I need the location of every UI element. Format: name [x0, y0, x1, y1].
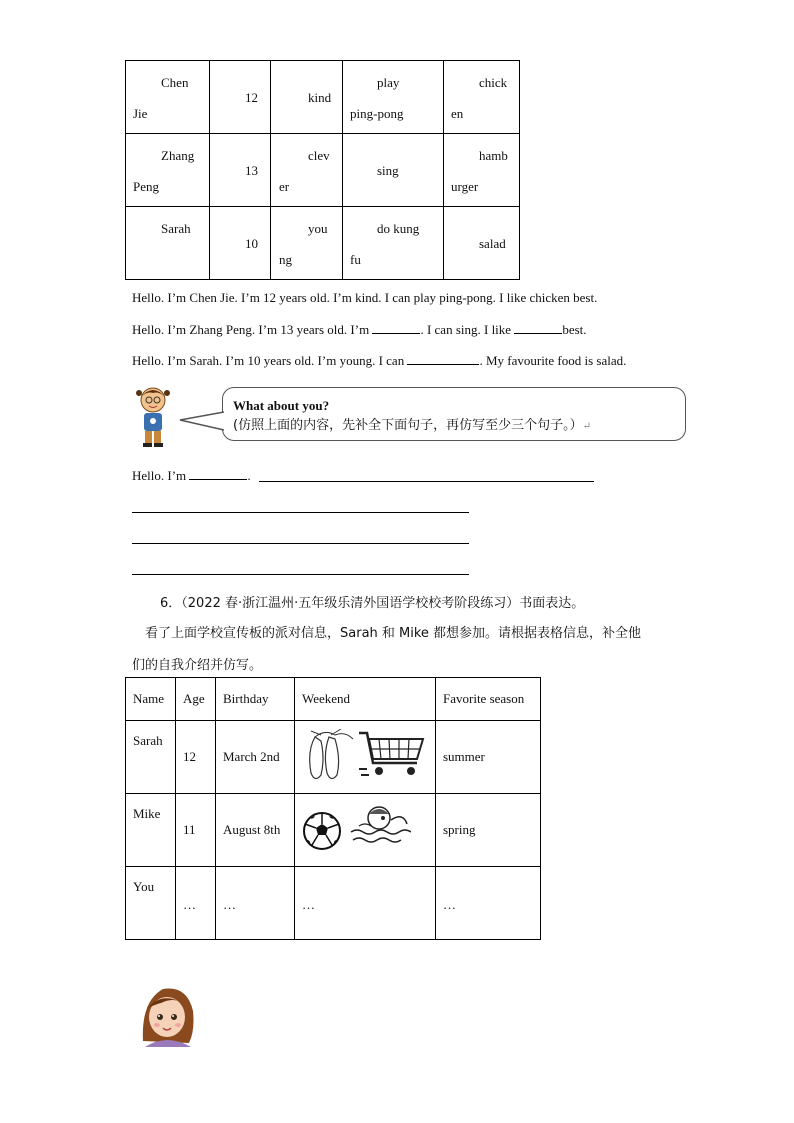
sentence-3: Hello. I’m Sarah. I’m 10 years old. I’m young. I can . My favourite food is salad.: [132, 353, 627, 368]
table-cell: [216, 867, 295, 940]
cell-text: salad: [479, 236, 506, 251]
table-cell: [271, 61, 343, 134]
cell-text: 11: [183, 822, 196, 837]
table-row: [126, 867, 541, 940]
cell-text: summer: [443, 749, 485, 764]
cell-text: hamb: [479, 148, 508, 163]
question-6-intro-1: 看了上面学校宣传板的派对信息，Sarah 和 Mike 都想参加。请根据表格信息，补全他: [145, 626, 642, 641]
table-cell: [210, 134, 271, 207]
table-cell: [343, 134, 444, 207]
write-line-hello: Hello. I’m .: [132, 468, 251, 483]
table-cell: [176, 867, 216, 940]
blank-skill[interactable]: [407, 352, 479, 365]
info-table: [125, 60, 520, 280]
cell-text: Mike: [133, 806, 161, 821]
table-cell: [444, 207, 520, 280]
table-row: [126, 794, 541, 867]
cell-text: Peng: [133, 179, 159, 194]
table-cell: [176, 721, 216, 794]
cell-text: 12: [245, 90, 258, 105]
table-cell: [343, 207, 444, 280]
header-text: Weekend: [302, 691, 351, 706]
table-cell: [295, 721, 436, 794]
cell-text: …: [443, 897, 456, 912]
table-cell: [126, 867, 176, 940]
soccer-ball-icon: [301, 810, 343, 856]
cell-text: Sarah: [161, 221, 191, 236]
sentence-2: Hello. I’m Zhang Peng. I’m 13 years old. I’m . I can sing. I like best.: [132, 322, 587, 337]
cell-text: 12: [183, 749, 196, 764]
cell-text: ng: [279, 252, 292, 267]
boy-cartoon-icon: [133, 385, 173, 450]
cell-text: Zhang: [161, 148, 195, 163]
header-text: Birthday: [223, 691, 269, 706]
cell-text: en: [451, 106, 464, 121]
ballet-shoes-icon: [301, 729, 355, 789]
table-cell: [444, 61, 520, 134]
header-text: Name: [133, 691, 165, 706]
header-text: Age: [183, 691, 205, 706]
table-cell: [295, 794, 436, 867]
table-cell: [436, 867, 541, 940]
header-text: Favorite season: [443, 691, 525, 706]
blank-name[interactable]: [189, 467, 247, 480]
writing-line[interactable]: [132, 574, 469, 575]
table-cell: [126, 61, 210, 134]
column-header: [126, 678, 176, 721]
table-cell: [176, 794, 216, 867]
table-cell: [126, 721, 176, 794]
bubble-tail: [178, 408, 226, 434]
table-cell: [295, 867, 436, 940]
table-row: [126, 134, 520, 207]
table-cell: [216, 721, 295, 794]
table-cell: [126, 207, 210, 280]
speech-bubble: What about you? (仿照上面的内容，先补全下面句子，再仿写至少三个句子。）↵: [222, 387, 686, 441]
column-header: [295, 678, 436, 721]
cell-text: August 8th: [223, 822, 281, 837]
cell-text: ping-pong: [350, 106, 404, 121]
cell-text: you: [308, 221, 328, 236]
column-header: [216, 678, 295, 721]
table-header-row: [126, 678, 541, 721]
table-cell: [436, 794, 541, 867]
cell-text: You: [133, 879, 155, 894]
cell-text: er: [279, 179, 290, 194]
cell-text: Sarah: [133, 733, 163, 748]
cell-text: sing: [377, 163, 399, 178]
table-cell: [444, 134, 520, 207]
column-header: [436, 678, 541, 721]
cell-text: 10: [245, 236, 258, 251]
table-cell: [126, 794, 176, 867]
table-cell: [210, 61, 271, 134]
question-6-intro-2: 们的自我介绍并仿写。: [132, 658, 263, 673]
writing-line[interactable]: [259, 481, 594, 482]
swimming-icon: [349, 802, 411, 850]
table-row: [126, 207, 520, 280]
girl-cartoon-icon: [133, 981, 199, 1047]
cell-text: fu: [350, 252, 361, 267]
column-header: [176, 678, 216, 721]
writing-line[interactable]: [132, 543, 469, 544]
table-row: [126, 61, 520, 134]
cell-text: urger: [451, 179, 479, 194]
table-cell: [210, 207, 271, 280]
cell-text: do kung: [377, 221, 420, 236]
cell-text: spring: [443, 822, 476, 837]
table-cell: [436, 721, 541, 794]
cell-text: chick: [479, 75, 508, 90]
cell-text: …: [223, 897, 236, 912]
table-cell: [343, 61, 444, 134]
cell-text: clev: [308, 148, 330, 163]
blank-food[interactable]: [514, 321, 562, 334]
table-cell: [126, 134, 210, 207]
shopping-cart-icon: [357, 729, 429, 785]
table-cell: [271, 207, 343, 280]
writing-line[interactable]: [132, 512, 469, 513]
cell-text: play: [377, 75, 400, 90]
party-info-table: [125, 677, 541, 940]
table-cell: [216, 794, 295, 867]
cell-text: 13: [245, 163, 258, 178]
table-row: [126, 721, 541, 794]
cell-text: Jie: [133, 106, 148, 121]
sentence-1: Hello. I’m Chen Jie. I’m 12 years old. I’m kind. I can play ping-pong. I like chicken best.: [132, 290, 598, 305]
blank-trait[interactable]: [372, 321, 420, 334]
cell-text: kind: [308, 90, 332, 105]
cell-text: …: [302, 897, 315, 912]
table-cell: [271, 134, 343, 207]
cell-text: …: [183, 897, 196, 912]
cell-text: March 2nd: [223, 749, 280, 764]
cell-text: Chen: [161, 75, 189, 90]
question-6-header: 6．（2022 春·浙江温州·五年级乐清外国语学校校考阶段练习）书面表达。: [160, 596, 585, 611]
